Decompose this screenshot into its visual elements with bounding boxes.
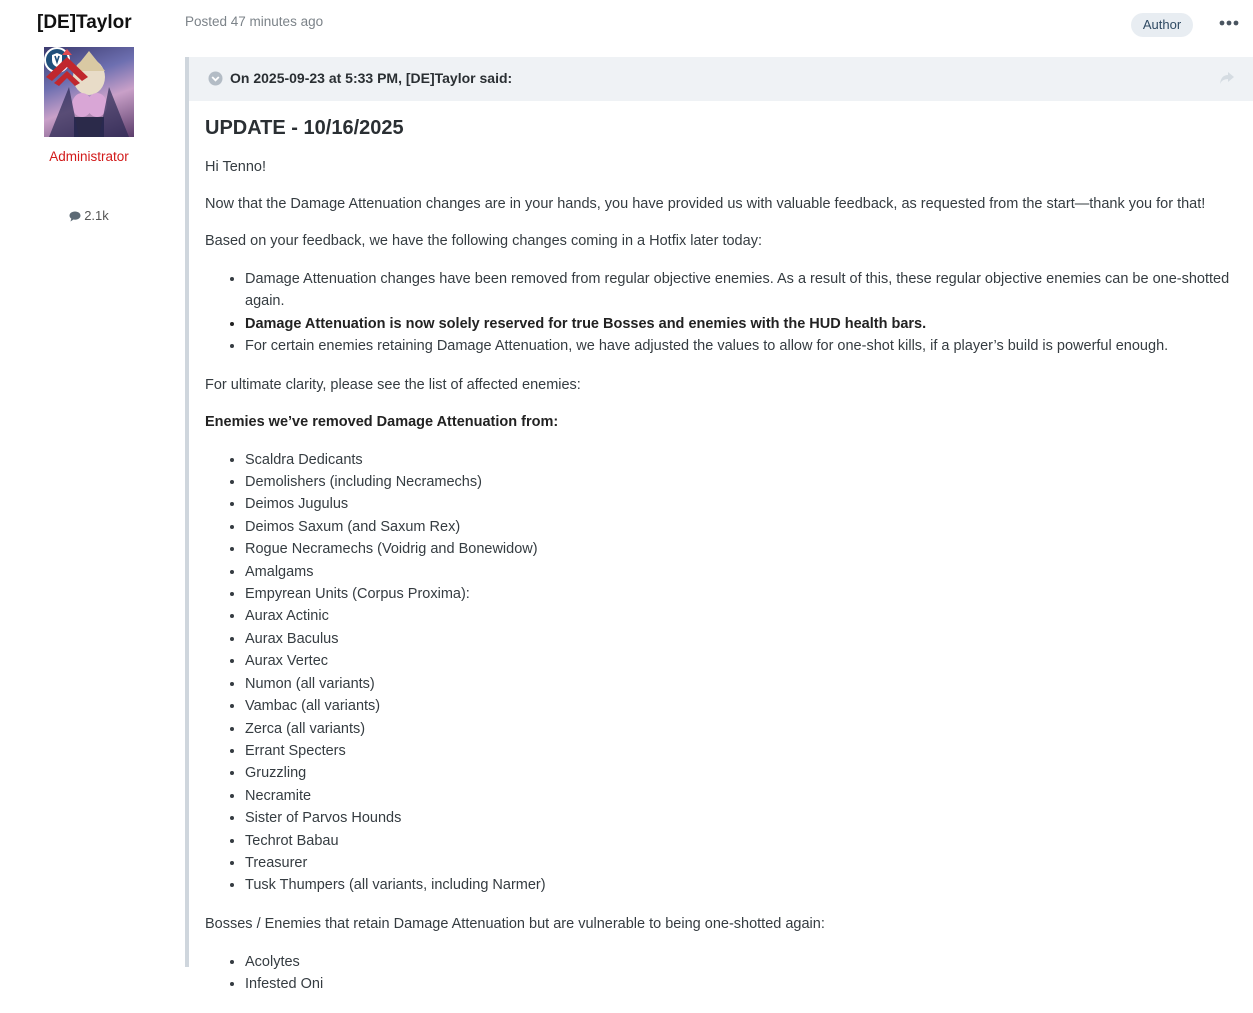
list-item: • Numon (all variants) xyxy=(245,673,1251,695)
quote-content xyxy=(205,117,1251,1013)
quote-citation: On 2025-09-23 at 5:33 PM, [DE]Taylor said: xyxy=(230,70,513,86)
list-item: • Damage Attenuation changes have been removed from regular objective enemies. As a result of this, these regular objective enemies can be one-shotted again. xyxy=(245,268,1251,313)
list-item: • Aurax Vertec xyxy=(245,650,1251,672)
retain-heading: Bosses / Enemies that retain Damage Attenuation but are vulnerable to being one-shotted again: xyxy=(205,915,825,932)
quote-header[interactable] xyxy=(189,57,1253,101)
author-name[interactable]: [DE]Taylor xyxy=(37,12,132,33)
go-to-quote-icon[interactable] xyxy=(1219,71,1235,85)
list-item: • For certain enemies retaining Damage Attenuation, we have adjusted the values to allow for one-shot kills, if a player’s build is powerful enough. xyxy=(245,335,1251,357)
list-item: • Sister of Parvos Hounds xyxy=(245,807,1251,829)
list-item: • Tusk Thumpers (all variants, including Narmer) xyxy=(245,874,1251,896)
list-item: • Acolytes xyxy=(245,951,1251,973)
list-item: • Scaldra Dedicants xyxy=(245,449,1251,471)
quote-block xyxy=(185,57,1253,993)
list-item: • Zerca (all variants) xyxy=(245,718,1251,740)
collapse-chevron-icon[interactable] xyxy=(208,71,223,86)
list-item: • Demolishers (including Necramechs) xyxy=(245,471,1251,493)
list-item: • Techrot Babau xyxy=(245,830,1251,852)
removed-enemies-list xyxy=(205,449,1251,897)
author-role: Administrator xyxy=(49,149,129,164)
clarity-paragraph: For ultimate clarity, please see the list of affected enemies: xyxy=(205,376,581,393)
list-item: • Vambac (all variants) xyxy=(245,695,1251,717)
posted-time[interactable]: Posted 47 minutes ago xyxy=(185,14,324,29)
list-item: • Damage Attenuation is now solely reserved for true Bosses and enemies with the HUD health bars. xyxy=(245,313,1251,335)
changes-list xyxy=(205,268,1251,358)
list-item: • Empyrean Units (Corpus Proxima): xyxy=(245,583,1251,605)
author-badge: Author xyxy=(1131,13,1193,37)
list-item: • Infested Oni xyxy=(245,973,1251,995)
retain-enemies-list xyxy=(205,951,1251,996)
intro-paragraph: Now that the Damage Attenuation changes are in your hands, you have provided us with valuable feedback, as requested from the start—thank you for that! xyxy=(205,196,1206,212)
list-item: • Aurax Baculus xyxy=(245,628,1251,650)
list-item: • Necramite xyxy=(245,785,1251,807)
list-item: • Deimos Jugulus xyxy=(245,493,1251,515)
list-item: • Gruzzling xyxy=(245,762,1251,784)
lead-paragraph: Based on your feedback, we have the following changes coming in a Hotfix later today: xyxy=(205,233,762,249)
more-options-icon[interactable] xyxy=(1216,13,1242,33)
greeting: Hi Tenno! xyxy=(205,159,266,175)
avatar[interactable] xyxy=(44,47,134,137)
list-item: • Deimos Saxum (and Saxum Rex) xyxy=(245,516,1251,538)
list-item: • Treasurer xyxy=(245,852,1251,874)
post-count[interactable] xyxy=(0,208,178,223)
list-item: • Aurax Actinic xyxy=(245,605,1251,627)
list-item: • Rogue Necramechs (Voidrig and Bonewidow) xyxy=(245,538,1251,560)
rank-emblem-icon xyxy=(44,47,90,87)
list-item: • Amalgams xyxy=(245,561,1251,583)
list-item: • Errant Specters xyxy=(245,740,1251,762)
comment-icon xyxy=(69,211,81,222)
post-count-value: 2.1k xyxy=(84,208,109,223)
update-heading: UPDATE - 10/16/2025 xyxy=(205,117,404,139)
removed-heading: Enemies we’ve removed Damage Attenuation from: xyxy=(205,413,559,430)
